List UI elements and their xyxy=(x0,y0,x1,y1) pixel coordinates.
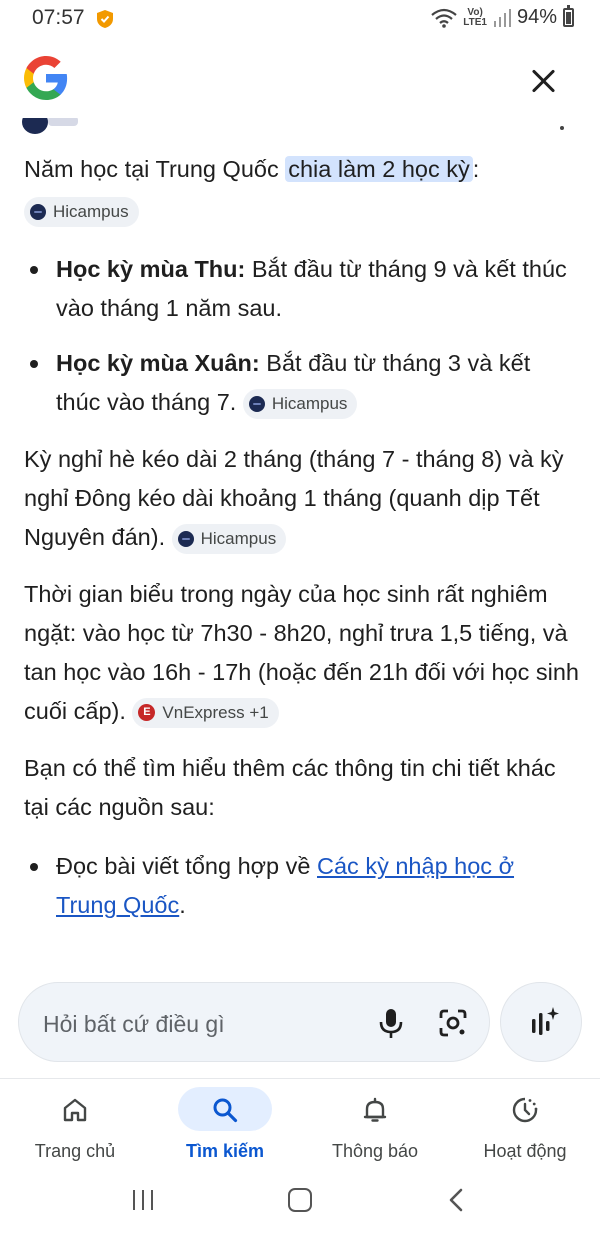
source-chip-hicampus[interactable]: Hicampus xyxy=(243,389,358,419)
hicampus-logo-icon xyxy=(30,204,46,220)
search-icon xyxy=(211,1096,239,1124)
vnexpress-logo-icon: E xyxy=(138,704,155,721)
recent-apps-button[interactable] xyxy=(133,1190,155,1210)
microphone-icon[interactable] xyxy=(369,1001,413,1045)
app-header xyxy=(0,40,600,120)
list-item: Đọc bài viết tổng hợp về Các kỳ nhập học ở Trung Quốc. xyxy=(24,847,580,925)
battery-icon xyxy=(563,8,574,27)
hicampus-logo-icon xyxy=(178,531,194,547)
source-chip-hicampus[interactable]: Hicampus xyxy=(24,197,139,227)
ai-mode-sparkle-icon xyxy=(501,983,583,1063)
more-info-paragraph: Bạn có thể tìm hiểu thêm các thông tin chi tiết khác tại các nguồn sau: xyxy=(24,755,556,820)
source-chip-vnexpress[interactable]: E VnExpress +1 xyxy=(132,698,278,728)
semester-list xyxy=(24,250,580,422)
nav-item-home[interactable]: Trang chủ xyxy=(0,1079,150,1174)
signal-icon xyxy=(493,9,511,27)
activity-icon xyxy=(511,1096,539,1124)
google-g-icon xyxy=(22,54,70,102)
bell-icon xyxy=(361,1096,389,1124)
list-item: Học kỳ mùa Thu: Bắt đầu từ tháng 9 và kết thúc vào tháng 1 năm sau. xyxy=(24,250,580,328)
clipped-source-thumbnails xyxy=(18,118,88,136)
close-button[interactable] xyxy=(522,60,566,104)
ai-answer-content xyxy=(24,150,580,925)
battery-percent: 94% xyxy=(516,6,557,28)
intro-paragraph: Năm học tại Trung Quốc chia làm 2 học kỳ : xyxy=(24,156,480,182)
system-nav-bar xyxy=(0,1174,600,1233)
bottom-nav xyxy=(0,1079,600,1174)
status-bar xyxy=(0,0,600,40)
home-button[interactable] xyxy=(288,1188,312,1212)
schedule-paragraph: Thời gian biểu trong ngày của học sinh rất nghiêm ngặt: vào học từ 7h30 - 8h20, nghỉ trưa 1,5 tiếng, và tan học vào 16h - 17h (hoặc đến 21h đối với học sinh cuối cấp). E VnExpress +1 xyxy=(24,575,580,731)
holiday-paragraph: Kỳ nghỉ hè kéo dài 2 tháng (tháng 7 - tháng 8) và kỳ nghỉ Đông kéo dài khoảng 1 tháng (quanh dịp Tết Nguyên đán). Hicampus xyxy=(24,440,580,557)
lte-indicator: Vo) LTE1 xyxy=(463,6,487,28)
nav-item-search[interactable]: Tìm kiếm xyxy=(150,1079,300,1174)
source-chip-hicampus[interactable]: Hicampus xyxy=(172,524,287,554)
clipped-more-dot xyxy=(560,126,564,130)
home-icon xyxy=(61,1096,89,1124)
status-time: 07:57 xyxy=(32,6,85,29)
ask-bar xyxy=(18,982,490,1062)
nav-item-activity[interactable]: Hoạt động xyxy=(450,1079,600,1174)
shield-icon xyxy=(97,10,113,28)
ai-mode-button[interactable] xyxy=(500,982,582,1062)
highlighted-phrase: chia làm 2 học kỳ xyxy=(285,156,473,182)
ask-input[interactable] xyxy=(41,1001,345,1047)
list-item: Học kỳ mùa Xuân: Bắt đầu từ tháng 3 và kết thúc vào tháng 7. Hicampus xyxy=(24,344,580,422)
wifi-icon xyxy=(431,8,457,28)
hicampus-logo-icon xyxy=(249,396,265,412)
nav-item-notifications[interactable]: Thông báo xyxy=(300,1079,450,1174)
resource-list xyxy=(24,847,580,925)
article-link[interactable]: Các kỳ nhập học ở Trung Quốc xyxy=(56,853,515,918)
back-button[interactable] xyxy=(446,1188,468,1212)
google-lens-icon[interactable] xyxy=(431,1001,475,1045)
